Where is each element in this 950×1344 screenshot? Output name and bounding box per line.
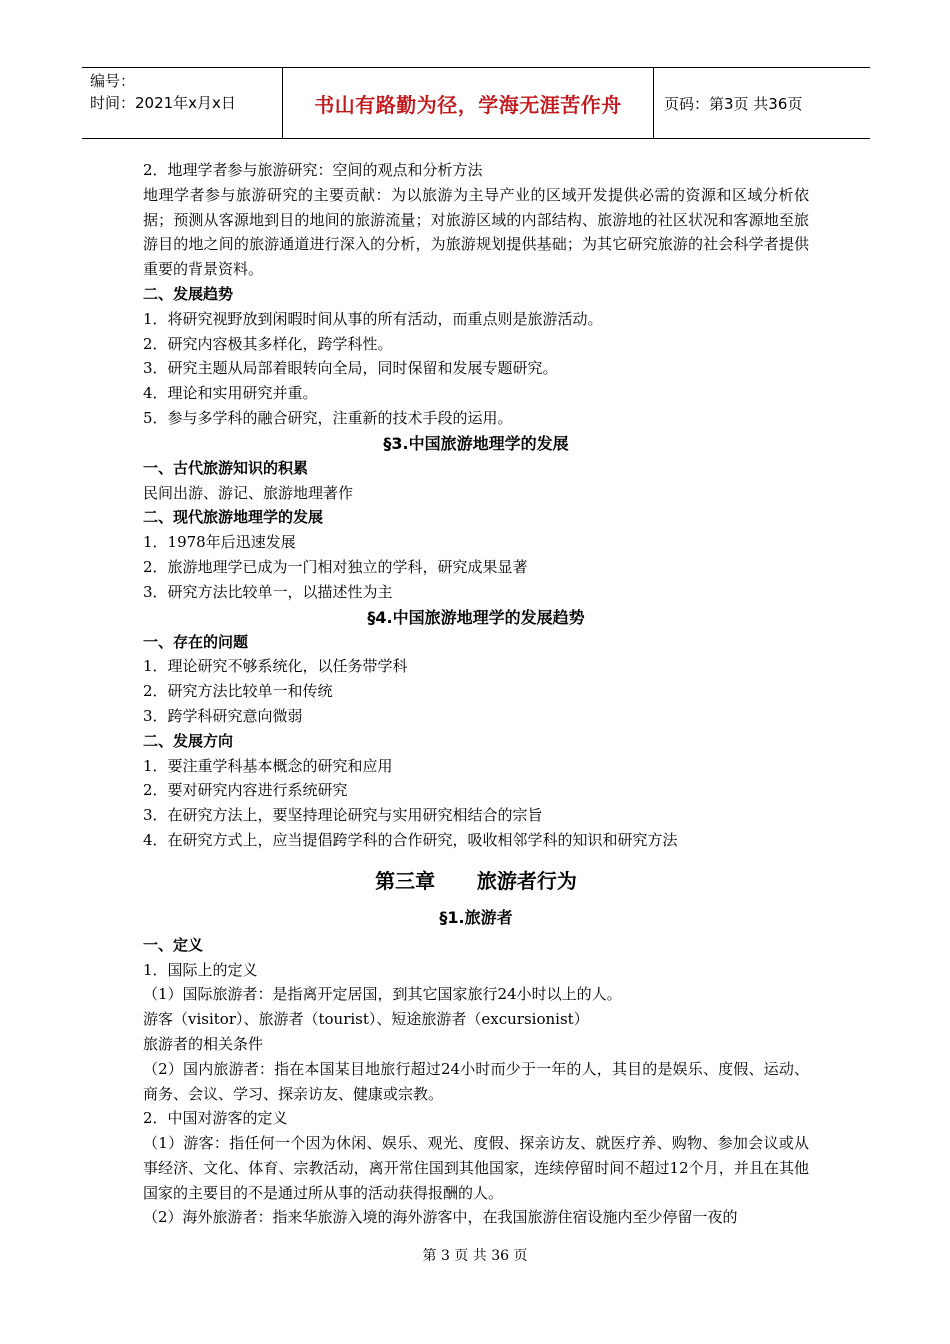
paragraph: 地理学者参与旅游研究的主要贡献：为以旅游为主导产业的区域开发提供必需的资源和区域分析依据；预测从客源地到目的地间的旅游流量；对旅游区域的内部结构、旅游地的社区状况和客源地至旅游目的地之间的旅游通道进行深入的分析，为旅游规划提供基础；为其它研究旅游的社会科学者提供重要的背景资料。 (143, 185, 809, 279)
list-item: 2．旅游地理学已成为一门相对独立的学科，研究成果显著 (143, 557, 528, 576)
list-item: 1．1978年后迅速发展 (143, 533, 296, 552)
section-heading: 一、定义 (143, 935, 204, 954)
text-line: 民间出游、游记、旅游地理著作 (143, 483, 354, 502)
page-info: 页码：第3页 共36页 (664, 94, 803, 113)
document-body (143, 158, 809, 1230)
list-item: 2．研究方法比较单一和传统 (143, 682, 333, 701)
section-heading: 二、发展方向 (143, 731, 234, 750)
text-line: 2．中国对游客的定义 (143, 1109, 288, 1128)
section-heading: 一、存在的问题 (143, 632, 249, 651)
motto: 书山有路勤为径，学海无涯苦作舟 (314, 92, 622, 117)
list-item: 2．研究内容极其多样化，跨学科性。 (143, 334, 393, 353)
section-title: §4.中国旅游地理学的发展趋势 (367, 607, 585, 627)
list-item: 3．跨学科研究意向微弱 (143, 706, 303, 725)
section-heading: 二、现代旅游地理学的发展 (143, 508, 324, 527)
page-header (82, 67, 870, 139)
text-line: 1．国际上的定义 (143, 960, 258, 979)
list-item: 1．要注重学科基本概念的研究和应用 (143, 756, 393, 775)
section-title: §1.旅游者 (439, 907, 513, 927)
list-item: 3．在研究方法上，要坚持理论研究与实用研究相结合的宗旨 (143, 806, 543, 825)
date-label: 时间：2021年x月x日 (90, 94, 236, 112)
header-motto-cell (282, 68, 654, 138)
list-item: 5．参与多学科的融合研究，注重新的技术手段的运用。 (143, 408, 513, 427)
text-line: 游客（visitor）、旅游者（tourist）、短途旅游者（excursionist） (143, 1010, 589, 1029)
chapter-title: 第三章 旅游者行为 (375, 868, 577, 893)
list-item: 2．要对研究内容进行系统研究 (143, 781, 348, 800)
page-footer: 第 3 页 共 36 页 (422, 1248, 528, 1264)
list-item: 1．理论研究不够系统化，以任务带学科 (143, 657, 408, 676)
section-title: §3.中国旅游地理学的发展 (383, 433, 569, 453)
paragraph: （1）游客：指任何一个因为休闲、娱乐、观光、度假、探亲访友、就医疗养、购物、参加会议或从事经济、文化、体育、宗教活动，离开常住国到其他国家，连续停留时间不超过12个月，并且在其他国家的主要目的不是通过所从事的活动获得报酬的人。 (143, 1134, 809, 1202)
list-item: 3．研究方法比较单一，以描述性为主 (143, 582, 393, 601)
paragraph: （2）国内旅游者：指在本国某目地旅行超过24小时而少于一年的人，其目的是娱乐、度假、运动、商务、会议、学习、探亲访友、健康或宗教。 (143, 1059, 809, 1103)
text-line: 旅游者的相关条件 (143, 1034, 264, 1053)
text-line: （2）海外旅游者：指来华旅游入境的海外游客中，在我国旅游住宿设施内至少停留一夜的 (143, 1208, 738, 1227)
list-item: 4．理论和实用研究并重。 (143, 384, 318, 403)
header-page-info-cell (654, 68, 870, 138)
list-item: 4．在研究方式上，应当提倡跨学科的合作研究，吸收相邻学科的知识和研究方法 (143, 830, 678, 849)
header-meta (82, 68, 282, 138)
number-label: 编号： (90, 72, 136, 90)
section-heading: 一、古代旅游知识的积累 (143, 458, 309, 477)
section-heading: 二、发展趋势 (143, 284, 234, 303)
text-line: 2．地理学者参与旅游研究：空间的观点和分析方法 (143, 161, 483, 179)
list-item: 1．将研究视野放到闲暇时间从事的所有活动，而重点则是旅游活动。 (143, 309, 603, 328)
list-item: 3．研究主题从局部着眼转向全局，同时保留和发展专题研究。 (143, 359, 558, 378)
text-line: （1）国际旅游者：是指离开定居国，到其它国家旅行24小时以上的人。 (143, 985, 622, 1004)
